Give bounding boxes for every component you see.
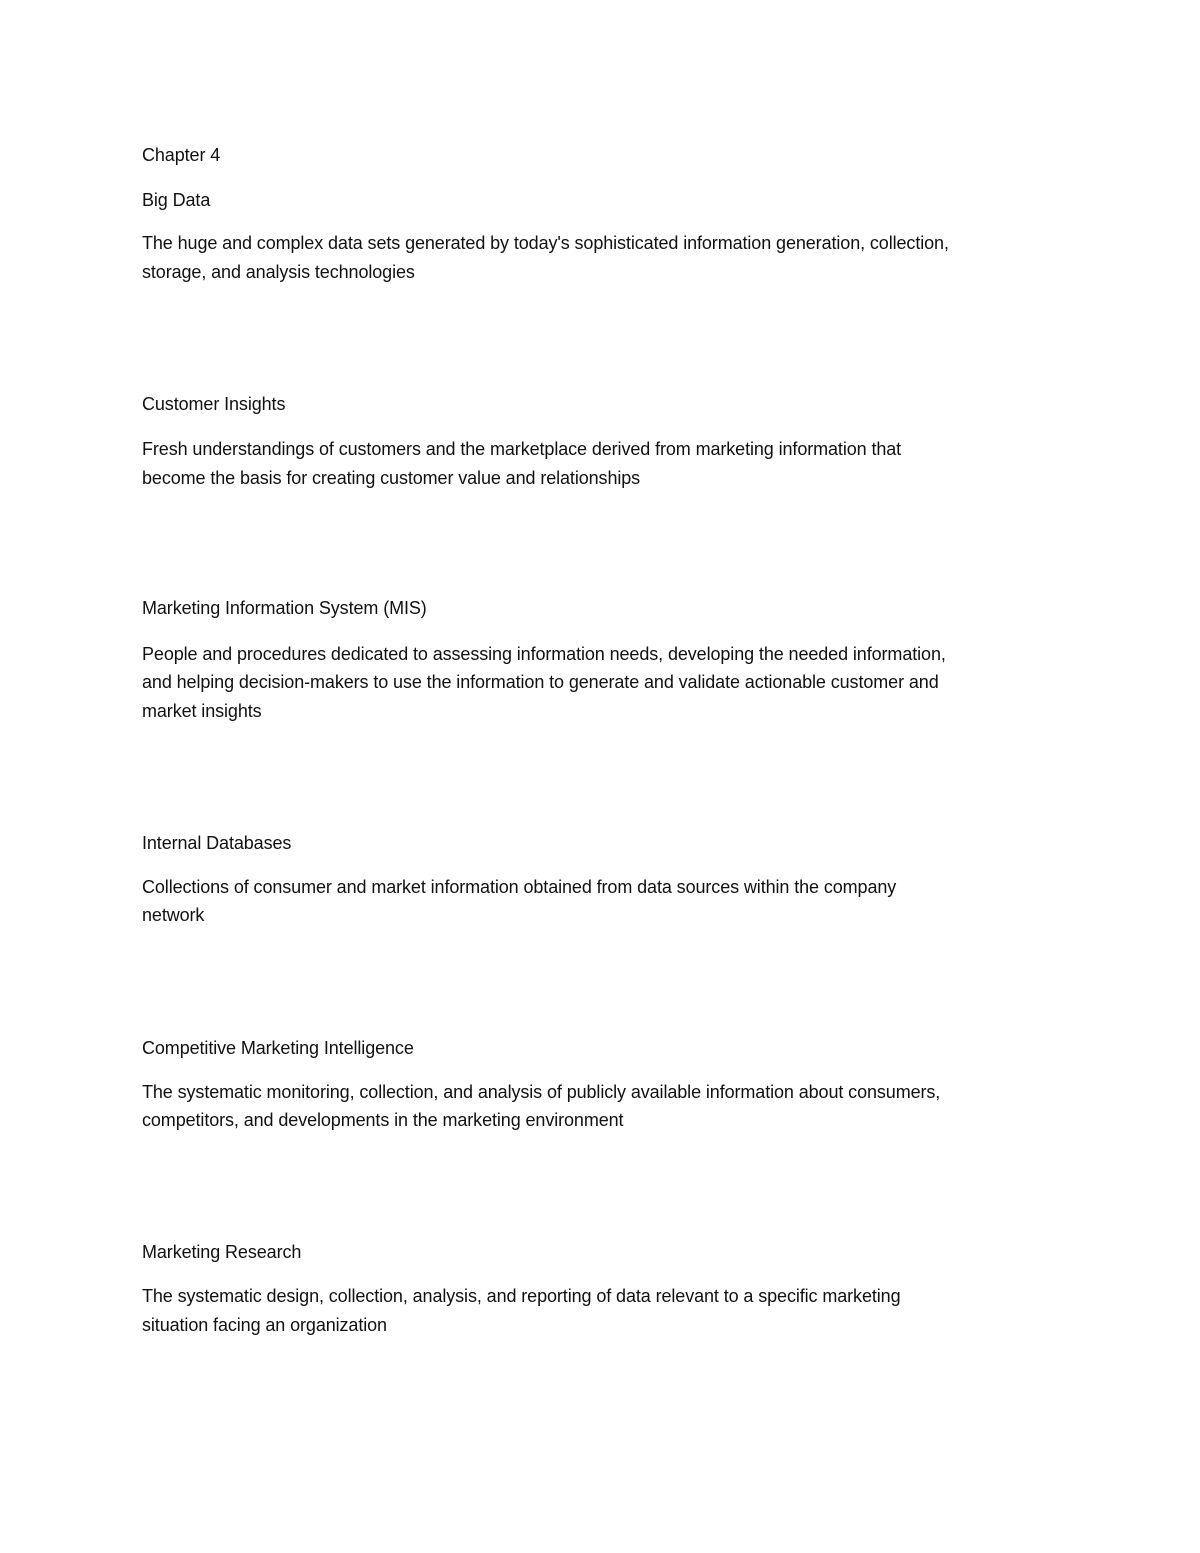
term-definition-line: People and procedures dedicated to assessing information needs, developing the needed information, xyxy=(142,644,946,664)
term-title: Competitive Marketing Intelligence xyxy=(142,1038,414,1058)
chapter-heading: Chapter 4 xyxy=(142,145,221,165)
term-title: Internal Databases xyxy=(142,833,292,853)
term-definition-line: Fresh understandings of customers and the marketplace derived from marketing information that xyxy=(142,439,902,459)
term-definition-line: The systematic design, collection, analysis, and reporting of data relevant to a specific marketing xyxy=(142,1286,901,1306)
term-definition-line: The huge and complex data sets generated by today's sophisticated information generation, collection, xyxy=(142,233,949,253)
term-definition-line: network xyxy=(142,905,205,925)
term-definition-line: The systematic monitoring, collection, and analysis of publicly available information about consumers, xyxy=(142,1082,941,1102)
term-definition-line: market insights xyxy=(142,701,262,721)
term-definition-line: situation facing an organization xyxy=(142,1315,387,1335)
term-title: Customer Insights xyxy=(142,394,286,414)
term-title: Marketing Research xyxy=(142,1242,302,1262)
term-definition-line: and helping decision-makers to use the information to generate and validate actionable customer and xyxy=(142,672,939,692)
term-title: Marketing Information System (MIS) xyxy=(142,598,427,618)
term-title: Big Data xyxy=(142,190,211,210)
term-definition-line: storage, and analysis technologies xyxy=(142,262,415,282)
term-definition-line: become the basis for creating customer value and relationships xyxy=(142,468,641,488)
term-definition-line: Collections of consumer and market information obtained from data sources within the company xyxy=(142,877,897,897)
term-definition-line: competitors, and developments in the marketing environment xyxy=(142,1110,624,1130)
